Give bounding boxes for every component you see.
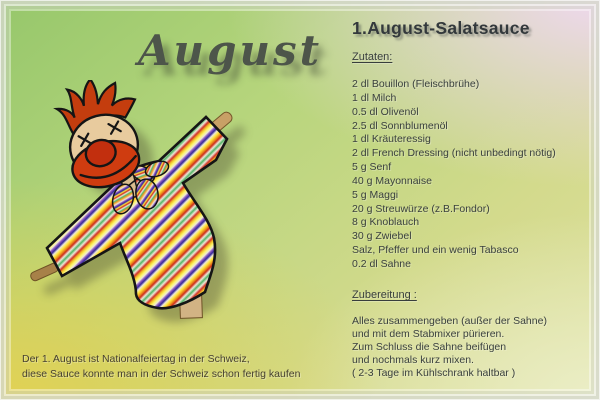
ingredient-line: 2.5 dl Sonnblumenöl <box>352 119 448 132</box>
ingredient-line: 40 g Mayonnaise <box>352 174 432 187</box>
preparation-line: Alles zusammengeben (außer der Sahne) <box>352 314 547 327</box>
ingredient-line: 20 g Streuwürze (z.B.Fondor) <box>352 202 490 215</box>
clown-scarecrow-illustration <box>20 80 320 342</box>
ingredient-line: 0.2 dl Sahne <box>352 257 411 270</box>
preparation-line: und mit dem Stabmixer pürieren. <box>352 327 505 340</box>
footnote <box>22 352 300 382</box>
preparation-line: ( 2-3 Tage im Kühlschrank haltbar ) <box>352 367 516 380</box>
ingredient-line: 1 dl Milch <box>352 91 397 104</box>
ingredient-line: 2 dl Bouillon (Fleischbrühe) <box>352 78 480 90</box>
ingredient-line: 5 g Senf <box>352 161 392 174</box>
ingredient-line: 1 dl Kräuteressig <box>352 133 431 146</box>
ingredient-line: 30 g Zwiebel <box>352 230 412 243</box>
month-title: August <box>137 26 323 75</box>
preparation-line: und nochmals kurz mixen. <box>352 354 474 367</box>
ingredients-list <box>352 78 594 272</box>
recipe-title: 1.August-Salatsauce <box>352 18 530 38</box>
recipe-panel <box>352 18 594 380</box>
preparation-list <box>352 315 594 380</box>
preparation-heading: Zubereitung : <box>352 288 417 301</box>
ingredient-line: 8 g Knoblauch <box>352 216 420 229</box>
ingredients-heading: Zutaten: <box>352 51 393 63</box>
preparation-line: Zum Schluss die Sahne beifügen <box>352 341 507 353</box>
ingredient-line: 2 dl French Dressing (nicht unbedingt nötig) <box>352 147 556 160</box>
ingredient-line: 5 g Maggi <box>352 188 399 201</box>
footnote-line: Der 1. August ist Nationalfeiertag in der Schweiz, <box>22 353 250 365</box>
footnote-line: diese Sauce konnte man in der Schweiz schon fertig kaufen <box>22 368 301 381</box>
ingredient-line: 0.5 dl Olivenöl <box>352 105 419 118</box>
ingredient-line: Salz, Pfeffer und ein wenig Tabasco <box>352 244 519 257</box>
clown-scarecrow-svg <box>20 80 320 342</box>
